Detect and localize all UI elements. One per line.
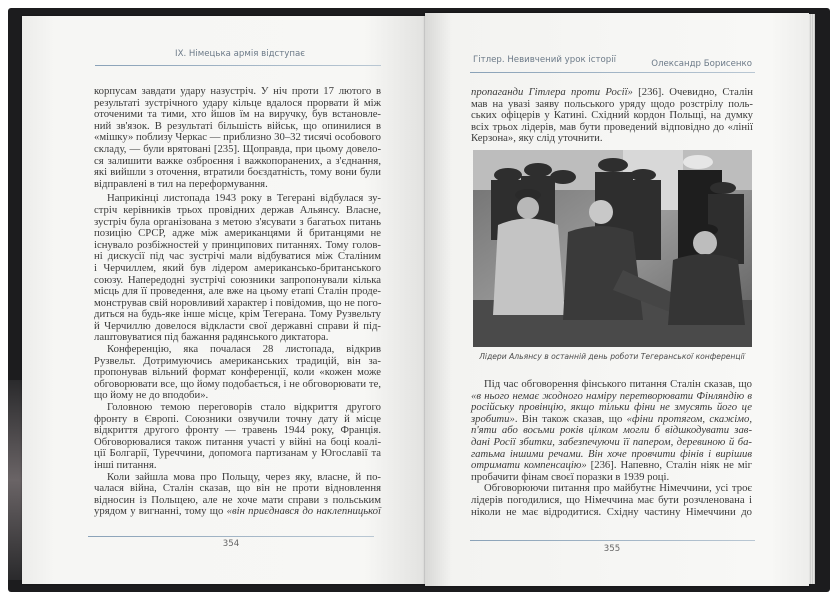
- running-head-chapter: IX. Німецька армія відступає: [175, 49, 305, 59]
- text-segment: ніколи не має відродитися. Східну частину Німеччини до: [471, 505, 752, 518]
- text-segment: оточеними та тими, хто йшов їм на виручку, був встановле-: [94, 108, 381, 121]
- text-line: [94, 179, 381, 191]
- header-rule: [95, 65, 381, 66]
- text-segment: відкриття другого фронту — травень 1944 року, Франція.: [94, 424, 381, 437]
- text-segment: Рузвельт. Дотримуючись американських традицій, він за-: [94, 354, 381, 367]
- running-head-title: Гітлер. Невивчений урок історії: [473, 55, 617, 65]
- footer-rule: [88, 536, 374, 537]
- text-segment: пропонував вільний формат конференції, коли «кожен може: [94, 366, 381, 379]
- text-segment: складу, — були врятовані [235]. Щоправда, при цьому довело-: [94, 142, 381, 155]
- text-segment: мав на увазі заяву польського уряду щодо розстрілу поль-: [471, 97, 753, 110]
- right-body-text-bottom: [471, 379, 752, 518]
- text-segment: ні дискусії під час зустрічі мали відбуватися між Сталіним: [94, 250, 381, 263]
- page-edges: [809, 14, 815, 584]
- page-number-left: 354: [222, 539, 240, 549]
- text-segment: Конференцію, яка почалася 28 листопада, відкрив: [107, 343, 381, 356]
- footer-rule: [470, 540, 755, 541]
- italic-quote-segment: російську провінцію, якщо тільки фіни не змусять його це: [471, 401, 752, 414]
- text-line: [471, 507, 752, 519]
- historical-photo: [473, 150, 752, 347]
- text-segment: Наприкінці листопада 1943 року в Тегерані відбулася зу-: [107, 192, 381, 205]
- text-segment: зустріч була організована з метою з'ясувати з багатьох питань: [94, 215, 381, 228]
- text-segment: Коли зайшла мова про Польщу, через яку, власне, й по-: [107, 470, 381, 483]
- italic-quote-segment: п'яти або восьми років цілком могли б відшкодувати зав-: [471, 424, 752, 437]
- text-segment: корпусам завдати удару назустріч. У ніч проти 17 лютого в: [94, 85, 381, 97]
- text-segment: союзу. Напередодні зустрічі союзники запропонували кілька: [94, 273, 381, 286]
- text-segment: стріч керівників трьох провідних держав Альянсу. Власне,: [94, 203, 381, 216]
- text-segment: відносин із Польщею, але не хоче мати справи з польським: [94, 493, 381, 506]
- text-segment: ції Болгарії, Туреччини, допомога партизанам у Югославії та: [94, 447, 381, 460]
- text-segment: що йому не до вподоби».: [94, 389, 209, 402]
- italic-quote-segment: «в нього немає жодного наміру перетворювати Фінляндію в: [471, 389, 752, 402]
- italic-quote-segment: гатьма іншими речами. Він хоче провчити фінів і вирішив: [471, 447, 752, 460]
- italic-quote-segment: «фіни протягом, скажімо,: [626, 412, 752, 425]
- text-segment: фронту в Європі. Союзники озвучили точну дату й місце: [94, 412, 381, 425]
- photo-image: [473, 150, 752, 347]
- text-segment: і Черчиллем, який був лідером американсько-британського: [94, 261, 381, 274]
- text-segment: Під час обговорення фінського питання Сталін сказав, що: [484, 378, 752, 390]
- text-segment: пробачити фінам своєї поразки в 1939 році.: [471, 470, 670, 483]
- text-segment: позицію СРСР, адже між американцями й британцями не: [94, 227, 381, 240]
- text-segment: . Він також сказав, що: [514, 412, 627, 425]
- text-segment: Обговорювалися також питання участі у війні на боці коалі-: [94, 435, 381, 448]
- italic-quote-segment: «він приєднався до наклепницької: [226, 505, 381, 518]
- text-segment: [236]. Очевидно, Сталін: [632, 86, 754, 98]
- text-segment: відправлені в тил на переформування.: [94, 177, 268, 190]
- italic-quote-segment: пропаганди Гітлера проти Росії»: [471, 86, 633, 98]
- text-segment: результаті зустрічного удару кільце вдалося прорвати й між: [94, 96, 381, 109]
- text-segment: які вийшли з оточення, втратили боєздатність, тому вони були: [94, 166, 381, 179]
- text-segment: місць для її проведення, але вже на цьому етапі Сталін проде-: [94, 285, 381, 298]
- text-segment: обговорювати все, що йому подобається, і не обговорювати те,: [94, 377, 381, 390]
- text-segment: диться на будь-яке інше місце, крім Тегерана. Тому Рузвельту: [94, 308, 381, 321]
- text-segment: лідерів погодилися, що Німеччина має бути розчленована і: [471, 493, 752, 506]
- text-segment: й Черчиллю довелося відкласти свої державні справи й під-: [94, 319, 381, 332]
- italic-quote-segment: отримати компенсацію»: [471, 459, 587, 472]
- text-segment: ний зв'язок. В результаті більшість військ, що опинилися в: [94, 119, 381, 132]
- italic-quote-segment: дані Росії збитки, забезпечуючи її папером, деревиною й ба-: [471, 435, 752, 448]
- text-segment: Головною темою переговорів стало відкриття другого: [107, 401, 381, 414]
- running-head-author: Олександр Борисенко: [651, 59, 752, 69]
- header-rule: [470, 72, 755, 73]
- text-segment: Обговорюючи питання про майбутнє Німеччини, усі троє: [484, 482, 752, 495]
- text-segment: лаштовуватися під бажання радянського диктатора.: [94, 331, 329, 344]
- photo-caption: Лідери Альянсу в останній день роботи Тегеранської конференції: [479, 352, 745, 361]
- right-body-text-top: [471, 87, 753, 145]
- text-segment: «мішку» поблизу Черкас — приблизно 30–32 тисячі особового: [94, 131, 381, 144]
- text-segment: інші питання.: [94, 459, 157, 471]
- text-segment: урядом у вигнанні, тому що: [94, 505, 227, 518]
- text-segment: монстрував свій норовливий характер і повідомив, що не пого-: [94, 296, 382, 309]
- italic-quote-segment: зробити»: [471, 412, 515, 425]
- text-segment: всіх трьох лідерів, мав бути проведений відповідно до «лінії: [471, 120, 753, 133]
- left-body-text: [94, 86, 381, 518]
- text-segment: Керзона», яку слід уточнити.: [471, 132, 603, 145]
- text-segment: чалася війна, Сталін сказав, що він не проти відновлення: [94, 482, 381, 495]
- page-number-right: 355: [603, 544, 621, 554]
- text-segment: ських офіцерів у Катині. Східний кордон Польщі, на думку: [471, 109, 753, 122]
- text-line: [94, 506, 381, 518]
- text-segment: ся залишити важке озброєння і важкопоранених, а з'єднання,: [94, 154, 381, 167]
- text-segment: [236]. Напевно, Сталін ніяк не міг: [586, 459, 752, 472]
- text-segment: існувало розбіжностей у принципових питаннях. Тому голов-: [94, 238, 381, 251]
- text-line: [471, 133, 753, 145]
